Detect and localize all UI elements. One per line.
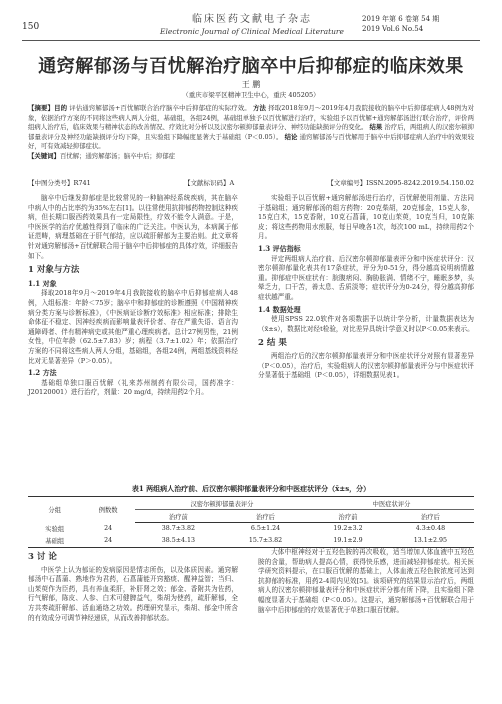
cell-tcm-before: 19.2±3.2 [333,525,363,533]
body-column-right-upper [258,194,474,381]
cell-hamd-after: 6.5±1.24 [250,525,281,533]
col-header-tcm-before: 治疗前 [309,510,387,523]
abstract-result: 治疗后，两组病人的汉密尔顿抑郁量表评分及神经功能缺损评分均下降，且实验组下降幅度显著大于基础组（P＜0.05）。 [28,123,474,141]
col-header-hamd-after: 治疗后 [222,510,309,523]
journal-title-en: Electronic Journal of Clinical Medical Literature [160,27,344,36]
abstract-result-tag: 结果 [369,123,383,131]
cell-tcm-before: 19.1±2.9 [309,535,387,548]
methods-paragraph-2: 实验组予以百忧解+通窍解郁汤进行治疗，百忧解使用剂量、方法同于基础组；通窍解郁汤的组方药物：20克柴胡，20克郁金，15克人参，15克白术，15克香附，10克石菖蒲，10克山茱萸，10克当归，10克陈皮；将这些药物用水煎服，每日早晚各1次，每次100 mL，持续用药2个月。 [258,194,474,241]
abstract-label: 【摘要】 [28,104,55,112]
table-row [28,523,474,535]
abstract [28,104,474,161]
abstract-method-tag: 方法 [253,104,267,112]
article-number: 【文章编号】ISSN.2095-8242.2019.54.150.02 [327,179,474,187]
abstract-objective: 评估通窍解郁汤+百忧解联合治疗脑卒中后抑郁症的实际疗效。 [67,104,251,112]
abstract-conclusion: 通窍解郁汤与百忧解用于脑卒中后抑郁症病人治疗中的效果较好，可有效减轻抑郁症状。 [28,132,475,150]
journal-title [132,10,372,36]
section-heading-1: 1 对象与方法 [28,265,80,276]
issue-cn: 2019 年第 6 卷第 54 期 [362,15,440,23]
abstract-conclusion-tag: 结论 [284,132,298,141]
body-column-left-lower [28,548,238,623]
col-header-hamd-before: 治疗前 [135,510,222,523]
cell-hamd-before: 38.7±3.82 [161,525,196,533]
running-header [22,8,480,38]
document-code: 【文献标识码】A [183,179,235,187]
article-title: 通窍解郁汤与百忧解治疗脑卒中后抑郁症的临床效果 [38,56,464,77]
cell-n: 24 [104,525,113,532]
results-paragraph: 两组治疗后的汉密尔顿抑郁量表评分和中医症状评分对照有显著差异（P＜0.05），治疗后，实验组病人的汉密尔顿抑郁量表评分与中医症状评分显著低于基础组（P＜0.05），详细数据见表1。 [258,351,474,380]
clc-number: 【中图分类号】R741 [28,179,91,187]
section-heading-2: 2 结 果 [258,338,287,349]
intro-paragraph: 脑卒中后继发抑郁症是比较常见的一种脑神经系统疾病，其在脑卒中病人中的占比率约为35%左右[1]。以往常使用抗抑郁药物控制这种疾病，但长期口服西药效果具有一定局限性，疗效不能令人满意。于是，中医医学的治疗优越性得到了临床的广泛关注。中医认为，本病属于郁证范畴，病理基础在于肝气郁结，应以疏肝解郁为主要治则。此文章将针对通窍解郁汤+百忧解联合用于脑卒中后抑郁症的具体疗效，详细报告如下。 [28,194,238,260]
body-column-left-upper [28,194,238,398]
header-rule [22,40,480,41]
cell-hamd-before: 38.5±4.13 [135,535,222,548]
subsection-heading-1-4: 1.4 数据处理 [258,304,301,314]
issue-info [362,14,480,34]
cell-tcm-after: 13.1±2.95 [387,535,474,548]
cell-tcm-after: 4.3±0.48 [415,525,446,533]
issue-en: 2019 Vol.6 No.54 [362,25,424,33]
subsection-heading-1-3: 1.3 评估指标 [258,243,301,253]
section-heading-3: 3 讨 论 [28,552,57,562]
author: 王 鹏 [241,80,261,89]
col-header-n: 例数数 [81,497,134,523]
abstract-objective-tag: 目的 [54,104,68,112]
keywords-label: 【关键词】 [28,151,60,160]
indicators-paragraph: 评定两组病人治疗前、后汉密尔顿抑郁量表评分和中医症状评分：汉密尔顿抑郁量化表共有17条症状，评分为0-51分，得分越高说明病情越重。抑郁症中医症状有：脘腹痞闷、胸胁胀满、情绪不宁，睡眠多梦，头晕乏力，口干苦，善太息、舌质淡等；症状评分为0-24分，得分越高抑郁症状越严重。 [258,254,474,301]
table-row [28,535,474,548]
affiliation: （重庆市梁平区精神卫生中心，重庆 405205） [182,91,320,99]
discussion-paragraph-2: 大体中枢神经对于五羟色胺的再次吸收，适当增加人体血液中五羟色胺的含量，帮助病人提高心情，获得快乐感，进而减轻抑郁症状。相关医学研究资料提示，在口服百忧解的基础上，人体血液五羟色胺浓度可达到抗抑郁的标准，用药2-4周内见效[5]。该项研究的结果显示治疗后，两组病人的汉密尔顿抑郁量表评分和中医症状评分都有所下降，且实验组下降幅度显著大于基础组（P＜0.05）。这提示，通窍解郁汤+百忧解联合用于脑卒中后抑郁症的疗效显著优于单独口服百忧解。 [258,548,474,614]
abstract-method: 择取2018年9月～2019年4月我院接收的脑卒中后抑郁症病人48例为对象，依据治疗方案的不同将这些病人两人分组，基础组，各组24例，基础组单独予以百忧解进行治疗，实验组予以百忧解+通窍解郁汤进行联合治疗，评价两组病人治疗后，临床效果与精神状态的改善情况、疗效比对分析以及汉密尔顿抑郁量表评分、神经功能缺损评分的变化。 [28,104,475,131]
subsection-heading-1-1: 1.1 对象 [28,278,57,288]
statistics-paragraph: 使用SPSS 22.0软件对各项数据予以统计学分析，计量数据表达为（x̄±s），数据比对经t检验，对比差异具统计学意义时以P＜0.05来表示。 [258,315,474,333]
col-header-tcm-after: 治疗后 [387,510,474,523]
body-column-right-lower [258,548,474,615]
journal-title-cn: 临床医药文献电子杂志 [192,14,312,25]
methods-paragraph: 基础组单独口服百忧解（礼来苏州制药有限公司，国药准字：J20120001）进行治疗，剂量：20 mg/d，持续用药2个月。 [28,378,238,397]
col-header-hamd: 汉密尔顿抑郁量表评分 [135,497,309,510]
col-header-tcm: 中医症状评分 [309,497,474,510]
col-header-group: 分组 [28,497,81,523]
discussion-paragraph: 中医学上认为郁证的发病原因是情志所伤，以及体质因素。通窍解郁汤中石菖蒲、熟地作为君药，石菖蒲能开窍豁痰、醒神益智；当归、山茱萸作为臣药，具有养血柔肝，补肝肾之效；郁金、香附共为佐药，行气解郁，陈皮、人参、白术可健脾益气，柴胡为使药，疏肝解郁，全方共奏疏肝解郁、活血通络之功效。药理研究显示，柴胡、郁金中所含的有效成分可调节神经递质，从而改善抑郁状态。 [28,565,238,622]
cell-hamd-after: 15.7±3.82 [222,535,309,548]
table-caption: 表1 两组病人治疗前、后汉密尔顿抑郁量表评分和中医症状评分（x̄±s，分） [131,484,371,493]
subjects-paragraph: 择取2018年9月～2019年4月我院接收的脑卒中后抑郁症病人48例，入组标准：年龄＜75岁；脑卒中和抑郁症的诊断遵照《中国精神疾病分类方案与诊断标准》，《中医病证诊断疗效标准》相应标准；排除生命体征不稳定、因神经疾病而影响量表评价者、存在严重失语、语言沟通障碍者、伴有精神病史或其他严重心理疾病者。总计27例男性，21例女性，中位年龄（62.5±7.83）岁；病程（3.7±1.02）年；依据治疗方案的不同将这些病人两人分组，基础组，各组24例，两组基线资料经比对无显著差异（P＞0.05）。 [28,289,238,365]
keywords: 百忧解；通窍解郁汤；脑卒中后；抑郁症 [59,151,175,160]
results-table [28,496,474,548]
subsection-heading-1-2: 1.2 方法 [28,368,57,378]
cell-group: 基础组 [28,535,81,548]
cell-n: 24 [81,535,134,548]
cell-group: 实验组 [45,526,65,533]
page-number: 150 [22,22,40,32]
article-meta [28,178,474,187]
